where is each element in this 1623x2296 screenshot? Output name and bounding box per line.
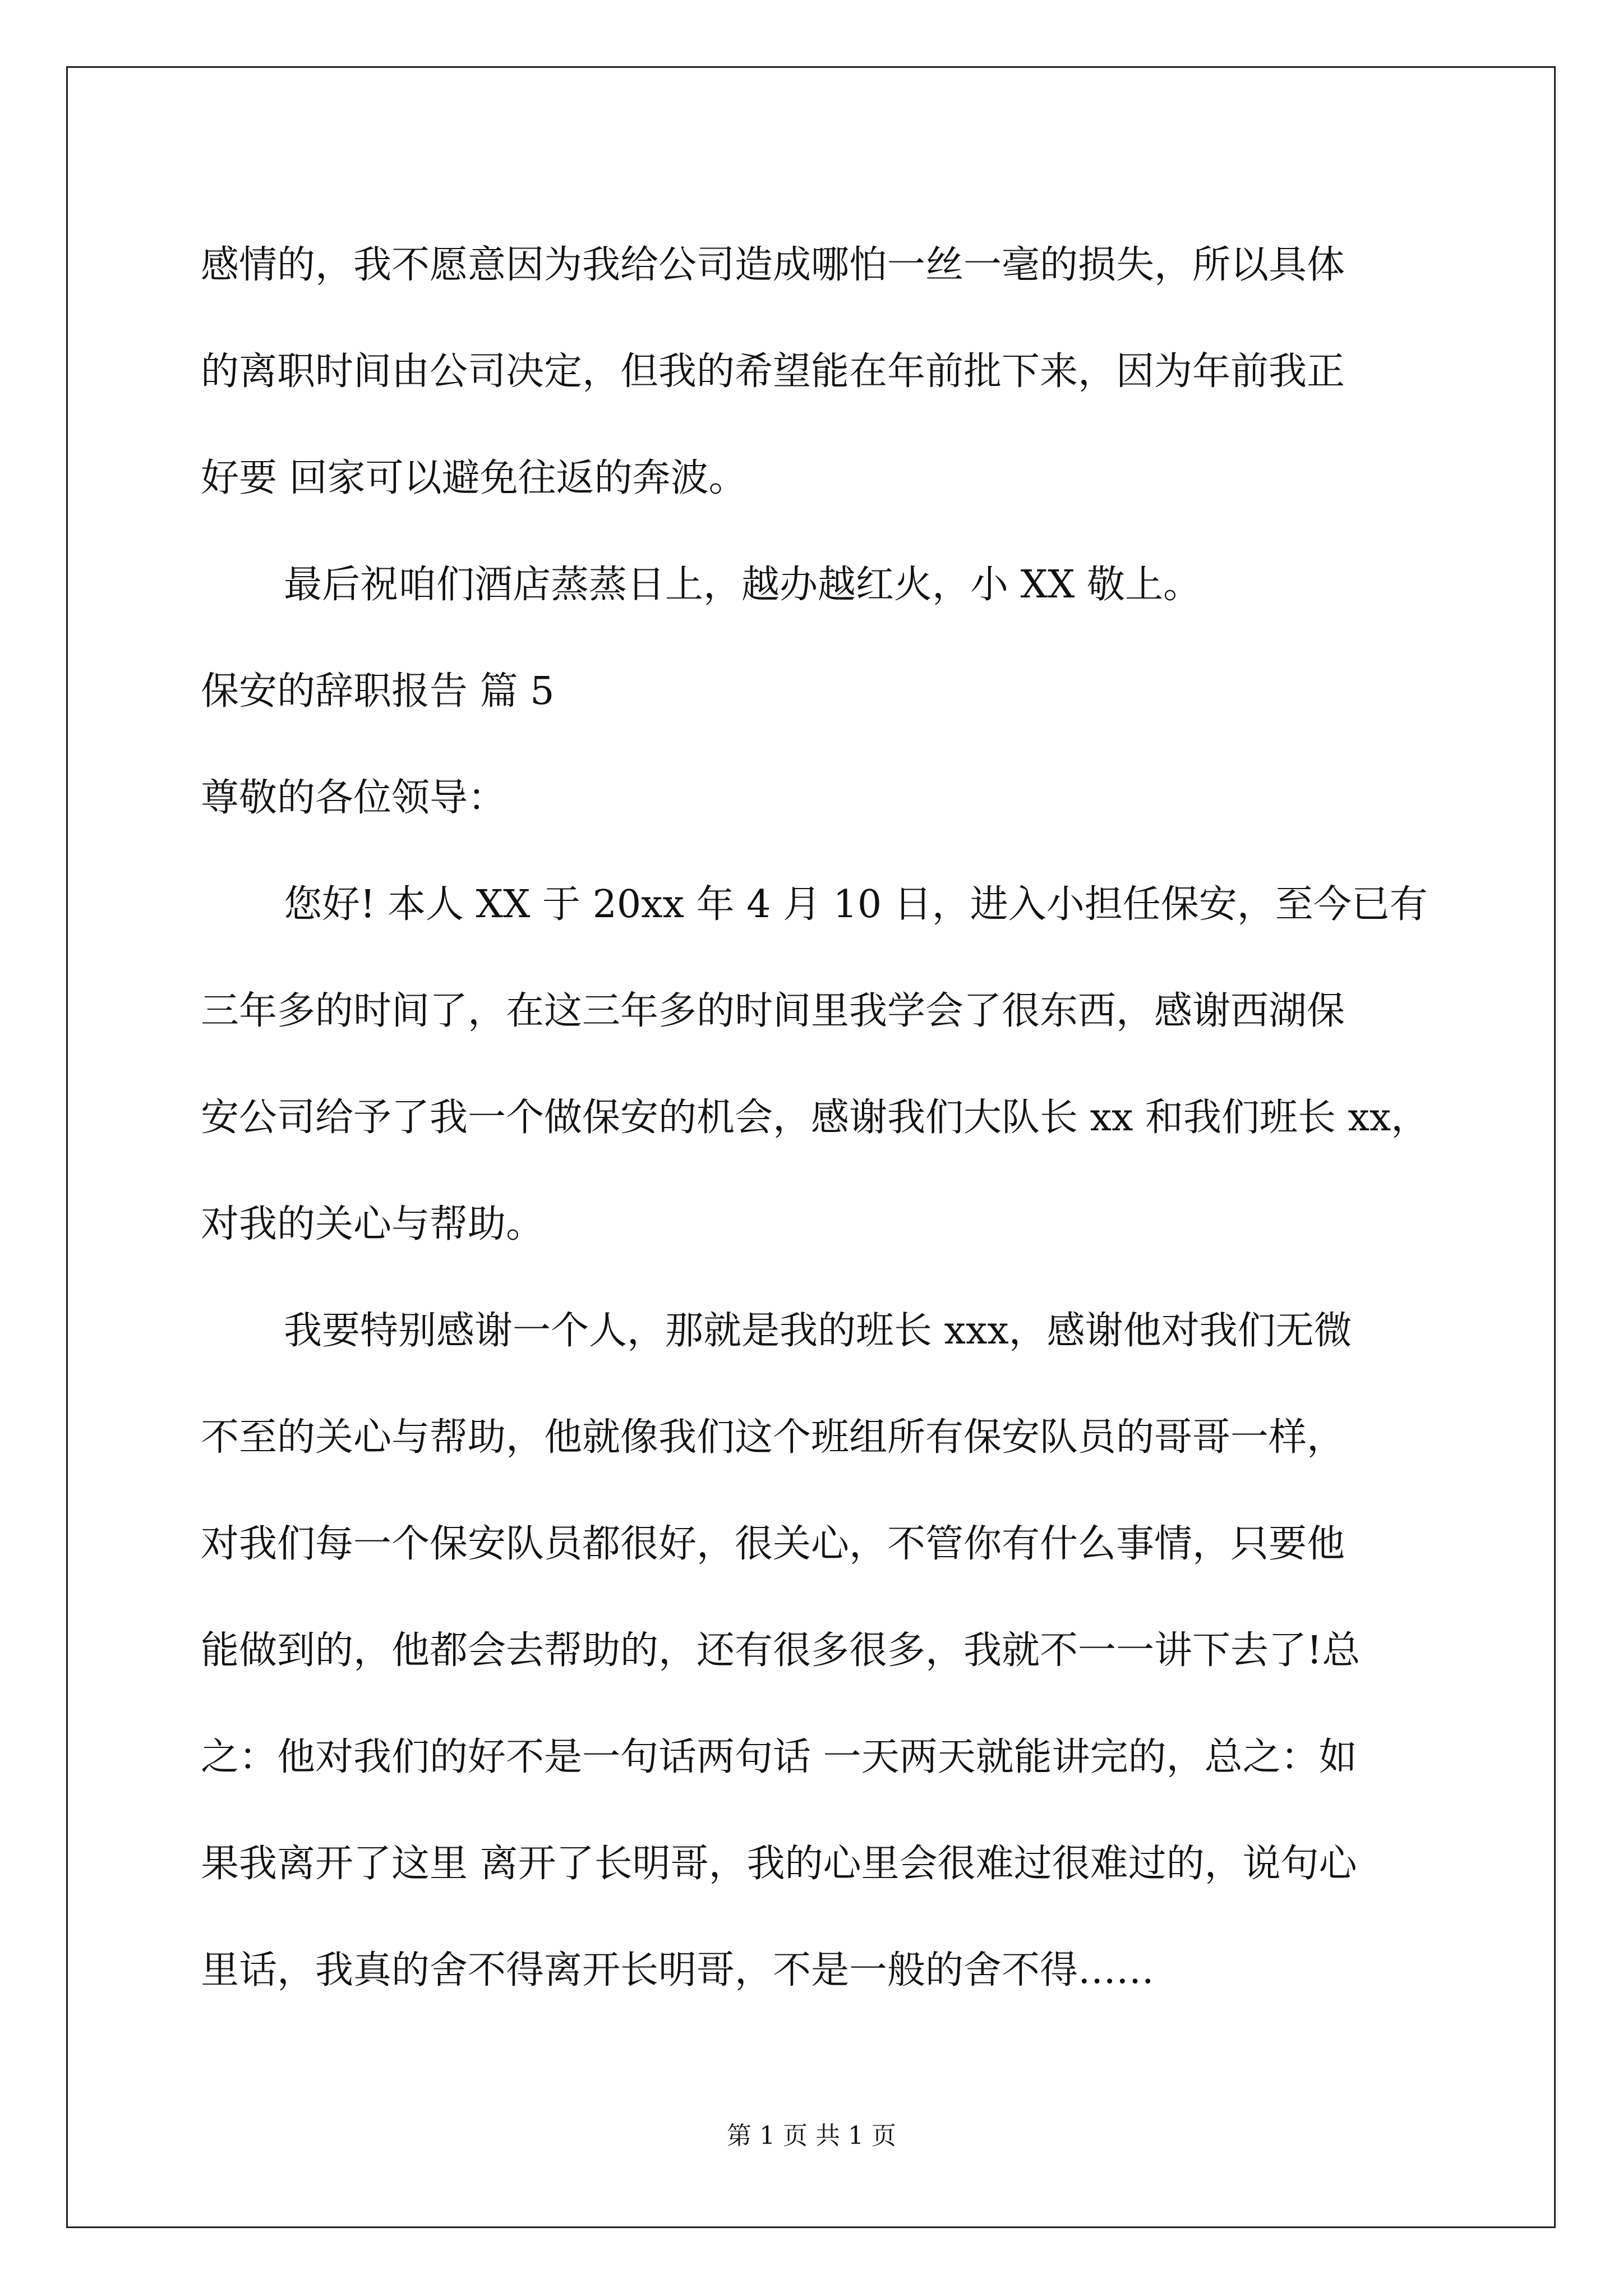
text-line: 的离职时间由公司决定，但我的希望能在年前批下来，因为年前我正 [201,349,1345,394]
text-line: 安公司给予了我一个做保安的机会，感谢我们大队长 xx 和我们班长 xx， [201,1096,1430,1140]
text-line: 感情的，我不愿意因为我给公司造成哪怕一丝一毫的损失，所以具体 [201,243,1345,287]
page-footer: 第 1 页 共 1 页 [727,2122,896,2150]
salutation: 尊敬的各位领导： [201,776,506,820]
text-line: 我要特别感谢一个人，那就是我的班长 xxx，感谢他对我们无微 [284,1309,1352,1353]
text-line: 能做到的，他都会去帮助的，还有很多很多，我就不一一讲下去了!总 [201,1628,1361,1673]
text-line: 您好! 本人 XX 于 20xx 年 4 月 10 日，进入小担任保安，至今已有 [284,882,1428,927]
text-line: 对我的关心与帮助。 [201,1202,545,1246]
document-body [201,212,1429,2024]
closing-line: 最后祝咱们酒店蒸蒸日上，越办越红火，小 XX 敬上。 [284,563,1202,607]
text-line: 好要 回家可以避免往返的奔波。 [201,456,747,500]
text-line: 里话，我真的舍不得离开长明哥，不是一般的舍不得…… [201,1948,1155,1993]
section-heading: 保安的辞职报告 篇 5 [201,669,555,714]
text-line: 之：他对我们的好不是一句话两句话 一天两天就能讲完的，总之：如 [201,1735,1357,1779]
text-line: 果我离开了这里 离开了长明哥，我的心里会很难过很难过的，说句心 [201,1842,1357,1886]
text-line: 三年多的时间了，在这三年多的时间里我学会了很东西，感谢西湖保 [201,989,1345,1033]
text-line: 对我们每一个保安队员都很好，很关心，不管你有什么事情，只要他 [201,1522,1345,1566]
text-line: 不至的关心与帮助，他就像我们这个班组所有保安队员的哥哥一样， [201,1415,1345,1460]
